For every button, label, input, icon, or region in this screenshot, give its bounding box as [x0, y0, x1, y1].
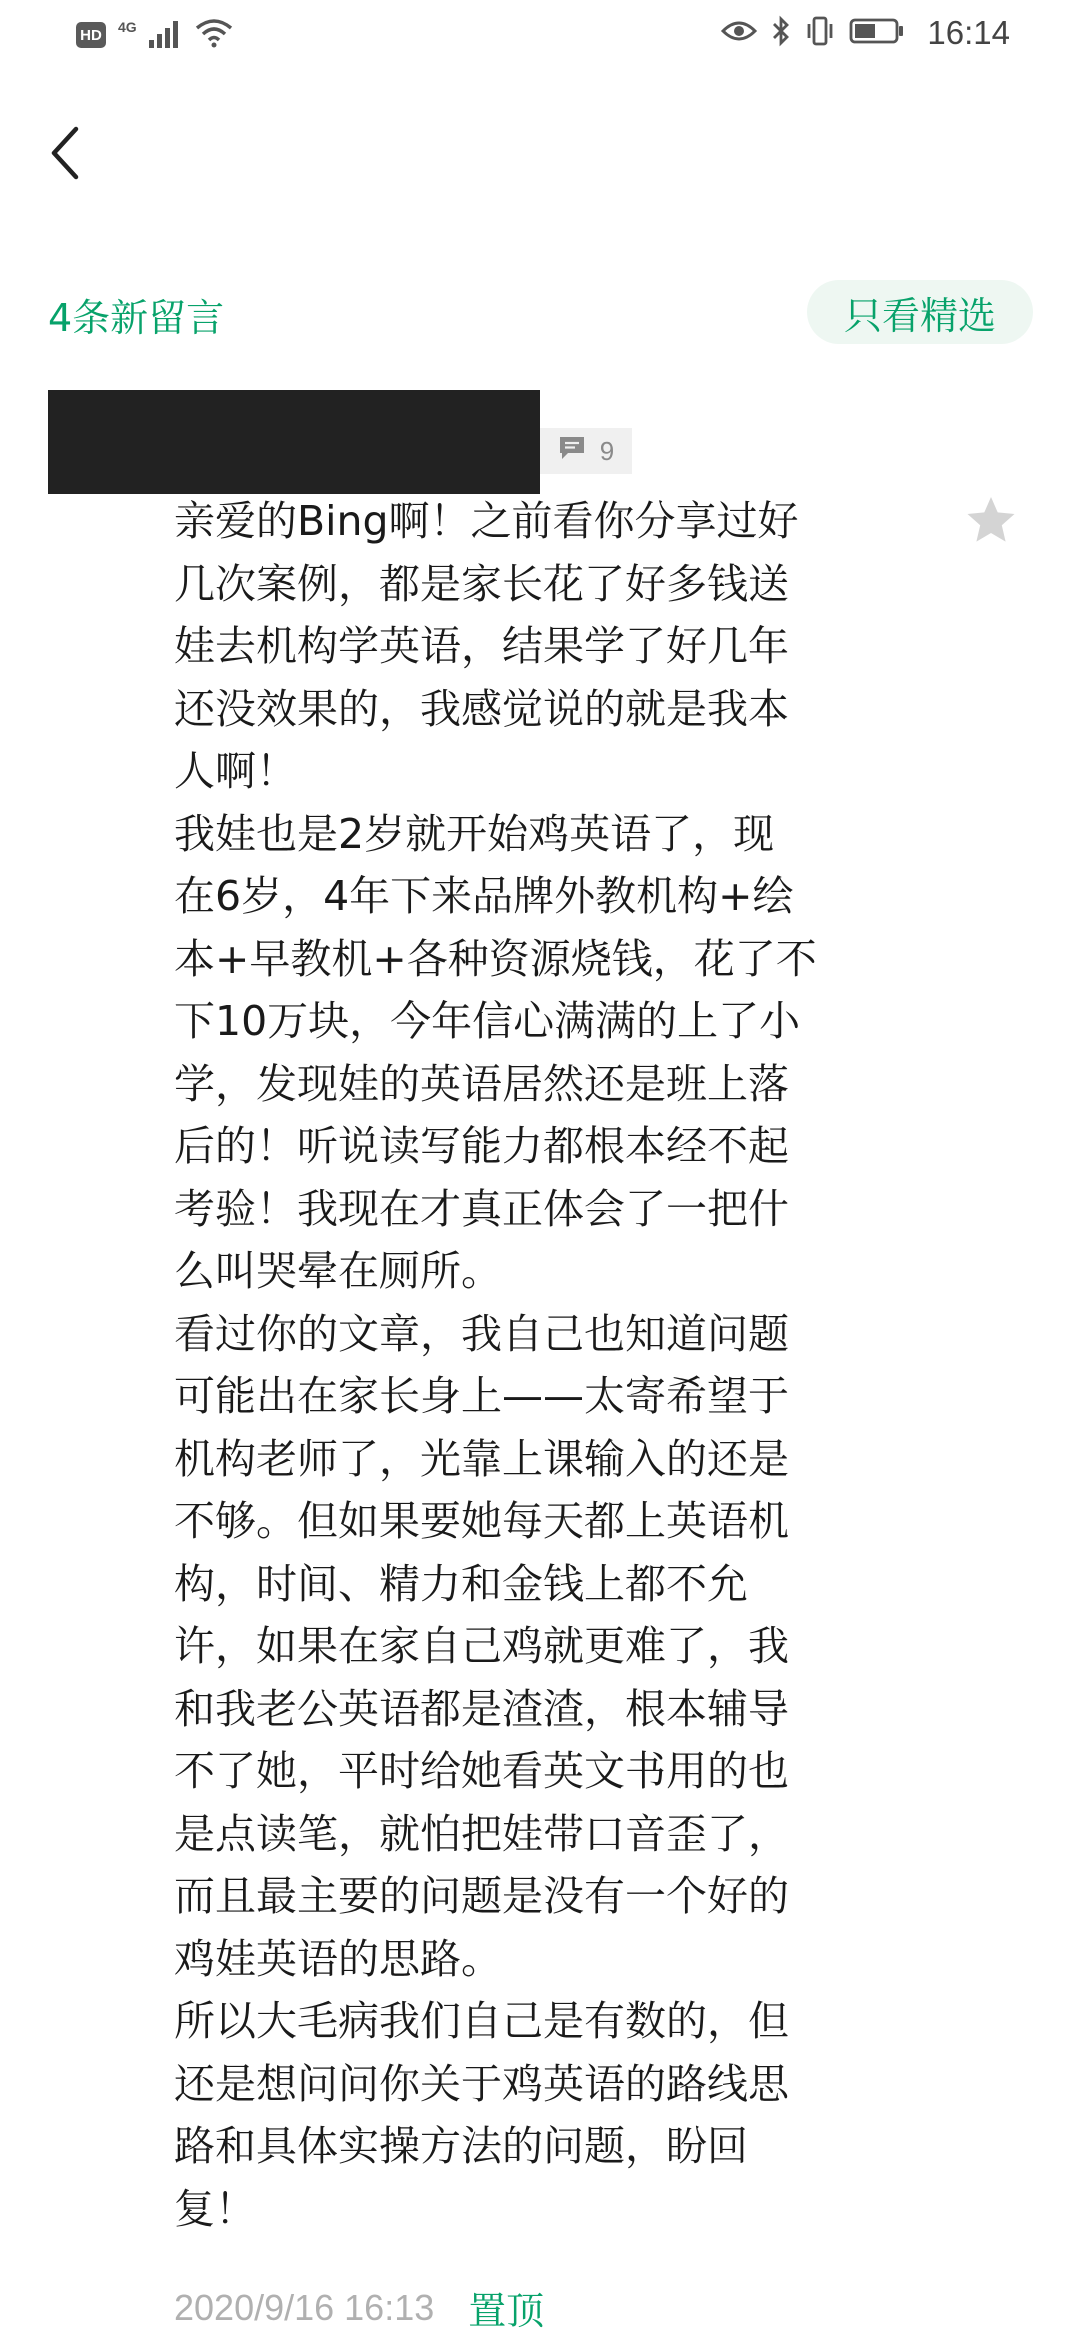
vibrate-icon	[805, 15, 835, 51]
new-comments-label[interactable]: 4条新留言	[48, 296, 225, 340]
pin-to-top-button[interactable]: 置顶	[468, 2289, 545, 2333]
status-bar-right	[721, 14, 1010, 52]
bluetooth-icon	[771, 15, 791, 51]
signal-icon	[149, 18, 183, 52]
status-bar	[0, 0, 1080, 75]
status-time: 16:14	[927, 14, 1010, 51]
feature-star-button[interactable]	[964, 494, 1018, 548]
redacted-user-info	[48, 390, 540, 494]
reply-count: 9	[599, 435, 615, 466]
comment-meta	[174, 2280, 544, 2335]
star-icon	[964, 533, 1018, 552]
status-bar-left	[76, 18, 233, 52]
wifi-icon	[195, 18, 233, 52]
comment-timestamp: 2020/9/16 16:13	[174, 2286, 435, 2328]
featured-only-button[interactable]: 只看精选	[807, 280, 1033, 344]
battery-icon	[849, 17, 905, 49]
hd-badge: HD	[76, 22, 106, 48]
reply-count-badge[interactable]	[540, 428, 632, 474]
comment-icon	[558, 435, 586, 468]
back-button[interactable]	[40, 120, 90, 190]
chevron-left-icon	[48, 125, 82, 185]
eye-icon	[721, 18, 757, 48]
network-type-label: 4G	[118, 19, 137, 35]
comment-text: 亲爱的Bing啊！之前看你分享过好 几次案例，都是家长花了好多钱送 娃去机构学英语，结果学了好几年 还没效果的，我感觉说的就是我本 人啊！ 我娃也是2岁就开始鸡英语了，现 在6岁，4年下来品牌外教机构+绘 本+早教机+各种资源烧钱，花了不 下10万块，今年信心满满的上了小 学，发现娃的英语居然还是班上落 后的！听说读写能力都根本经不起 考验！我现在才真正体会了一把什 么叫哭晕在厕所。 看过你的文章，我自己也知道问题 可能出在家长身上——太寄希望于 机构老师了，光靠上课输入的还是 不够。但如果要她每天都上英语机 构，时间、精力和金钱上都不允 许，如果在家自己鸡就更难了，我 和我老公英语都是渣渣，根本辅导 不了她，平时给她看英文书用的也 是点读笔，就怕把娃带口音歪了， 而且最主要的问题是没有一个好的 鸡娃英语的思路。 所以大毛病我们自己是有数的，但 还是想问问你关于鸡英语的路线思 路和具体实操方法的问题，盼回 复！	[174, 497, 817, 2233]
